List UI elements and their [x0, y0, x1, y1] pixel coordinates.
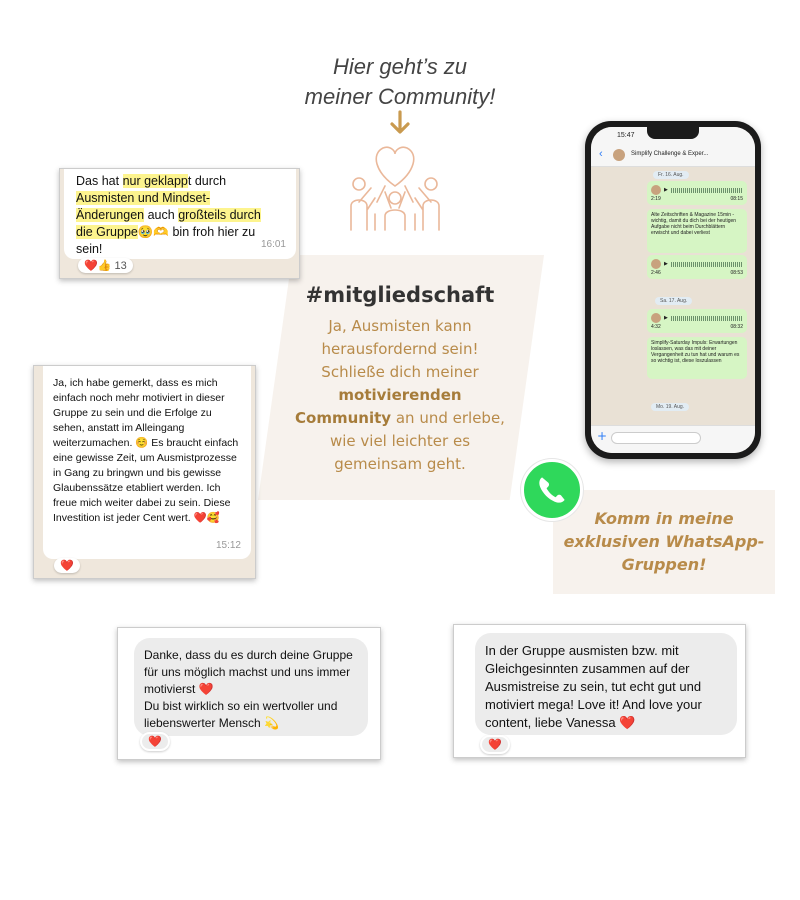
text-message: [647, 337, 747, 379]
avatar: [651, 313, 661, 323]
community-pitch: [295, 315, 505, 476]
reaction-badge[interactable]: [140, 732, 170, 751]
phone-mockup: [585, 121, 761, 459]
message-text: Alte Zeitschriften & Magazine 15min - wichtig, damit du dich bei der heutigen Aufgabe nicht beim Durchblättern erwischt und dabei verliest: [651, 212, 737, 236]
voice-message[interactable]: [647, 255, 747, 279]
voice-duration: 2:19: [651, 196, 661, 202]
testimonial-card-1: [59, 168, 300, 279]
message-time: 15:12: [215, 540, 241, 551]
testimonial-card-3: [117, 627, 381, 760]
pitch-text-2: an und erlebe, wie viel leichter es gemeinsam geht.: [329, 409, 505, 473]
waveform: [671, 316, 743, 321]
message-text: Ja, ich habe gemerkt, dass es mich einfach noch mehr motiviert in dieser Gruppe zu sein und die Erfolge zu sehen, anstatt im Alleingang weiterzumachen. ☺️ Es braucht einfach eine gewisse Zeit, um Ausmistprozesse in Gang zu bringwn und bis gewisse Glaubenssätze etabliert werden. Ich freue mich weiter dabei zu sein. Diese Investition ist jeder Cent wert. ❤️🥰: [53, 377, 239, 524]
avatar: [651, 185, 661, 195]
message-text-2: Du bist wirklich so ein wertvoller und liebenswerter Mensch 💫: [144, 699, 338, 730]
chat-bubble: [475, 633, 737, 735]
cta-text[interactable]: Komm in meine exklusiven WhatsApp-Gruppen!: [563, 509, 765, 574]
message-line: sein!: [76, 242, 103, 256]
heart-emoji: ❤️: [619, 715, 636, 730]
reaction-emoji: ❤️: [60, 560, 74, 572]
chat-bubble: [64, 169, 296, 259]
voice-message[interactable]: [647, 181, 747, 205]
reaction-badge[interactable]: [480, 735, 510, 754]
message-input-bar: [591, 425, 755, 453]
chat-bubble: [134, 638, 368, 736]
message-time: 16:01: [260, 239, 286, 250]
message-line: Ausmisten und Mindset-: [76, 191, 211, 205]
voice-message[interactable]: [647, 309, 747, 333]
headline-line-2: meiner Community!: [304, 84, 496, 109]
chat-header: [591, 143, 755, 167]
reaction-emojis: ❤️👍: [84, 260, 112, 272]
play-icon[interactable]: ▶: [664, 261, 668, 267]
reaction-badge[interactable]: [54, 558, 80, 573]
community-headline: [250, 52, 550, 112]
play-icon[interactable]: ▶: [664, 315, 668, 321]
voice-duration: 4:32: [651, 324, 661, 330]
avatar: [651, 259, 661, 269]
heart-community-icon: [345, 140, 445, 232]
date-chip: Fr. 16. Aug.: [653, 171, 689, 179]
testimonial-card-4: [453, 624, 746, 758]
hashtag-title: #mitgliedschaft: [305, 283, 495, 307]
message-text-1: Danke, dass du es durch deine Gruppe für uns möglich machst und uns immer motivierst ❤️: [144, 648, 353, 696]
message-text: Simplify-Saturday Impuls: Erwartungen loslassen, was das mit deiner Vergangenheit zu tun hat und warum es so wichtig ist, diese loszulassen: [651, 340, 740, 364]
chat-title[interactable]: Simplify Challenge & Exper...: [631, 151, 709, 157]
waveform: [671, 262, 743, 267]
pitch-text-1: Ja, Ausmisten kann herausfordernd sein! Schließe dich meiner: [321, 317, 479, 381]
message-line: Änderungen auch großteils durch: [76, 208, 261, 222]
phone-notch: [647, 127, 699, 139]
reaction-badge[interactable]: [78, 258, 133, 273]
play-icon[interactable]: ▶: [664, 187, 668, 193]
testimonial-card-2: [33, 365, 256, 579]
message-text: In der Gruppe ausmisten bzw. mit Gleichgesinnten zusammen auf der Ausmistreise zu sein, tut echt gut und motiviert mega! Love it! And love your content, liebe Vanessa: [485, 643, 702, 730]
back-icon[interactable]: ‹: [599, 148, 603, 160]
reaction-count: 13: [114, 260, 127, 272]
waveform: [671, 188, 743, 193]
message-line: Das hat nur geklappt durch: [76, 174, 227, 188]
message-line: die Gruppe🥹🫶 bin froh hier zu: [76, 225, 256, 239]
message-time: 08:53: [730, 270, 743, 276]
chat-bubble: [43, 366, 251, 559]
date-chip: Sa. 17. Aug.: [655, 297, 692, 305]
message-time: 08:15: [730, 196, 743, 202]
reaction-emoji: ❤️: [488, 739, 502, 751]
text-message: [647, 209, 747, 253]
status-clock: 15:47: [617, 132, 635, 139]
date-chip: Mo. 19. Aug.: [651, 403, 689, 411]
message-input[interactable]: [611, 432, 701, 444]
voice-duration: 2:46: [651, 270, 661, 276]
plus-icon[interactable]: +: [597, 429, 608, 443]
reaction-emoji: ❤️: [148, 736, 162, 748]
message-time: 08:32: [730, 324, 743, 330]
avatar: [613, 149, 625, 161]
pitch-text-bold: motivierenden Community: [295, 386, 462, 427]
whatsapp-screen: [591, 127, 755, 453]
arrow-down-icon: [388, 110, 412, 136]
headline-line-1: Hier geht’s zu: [332, 54, 468, 79]
